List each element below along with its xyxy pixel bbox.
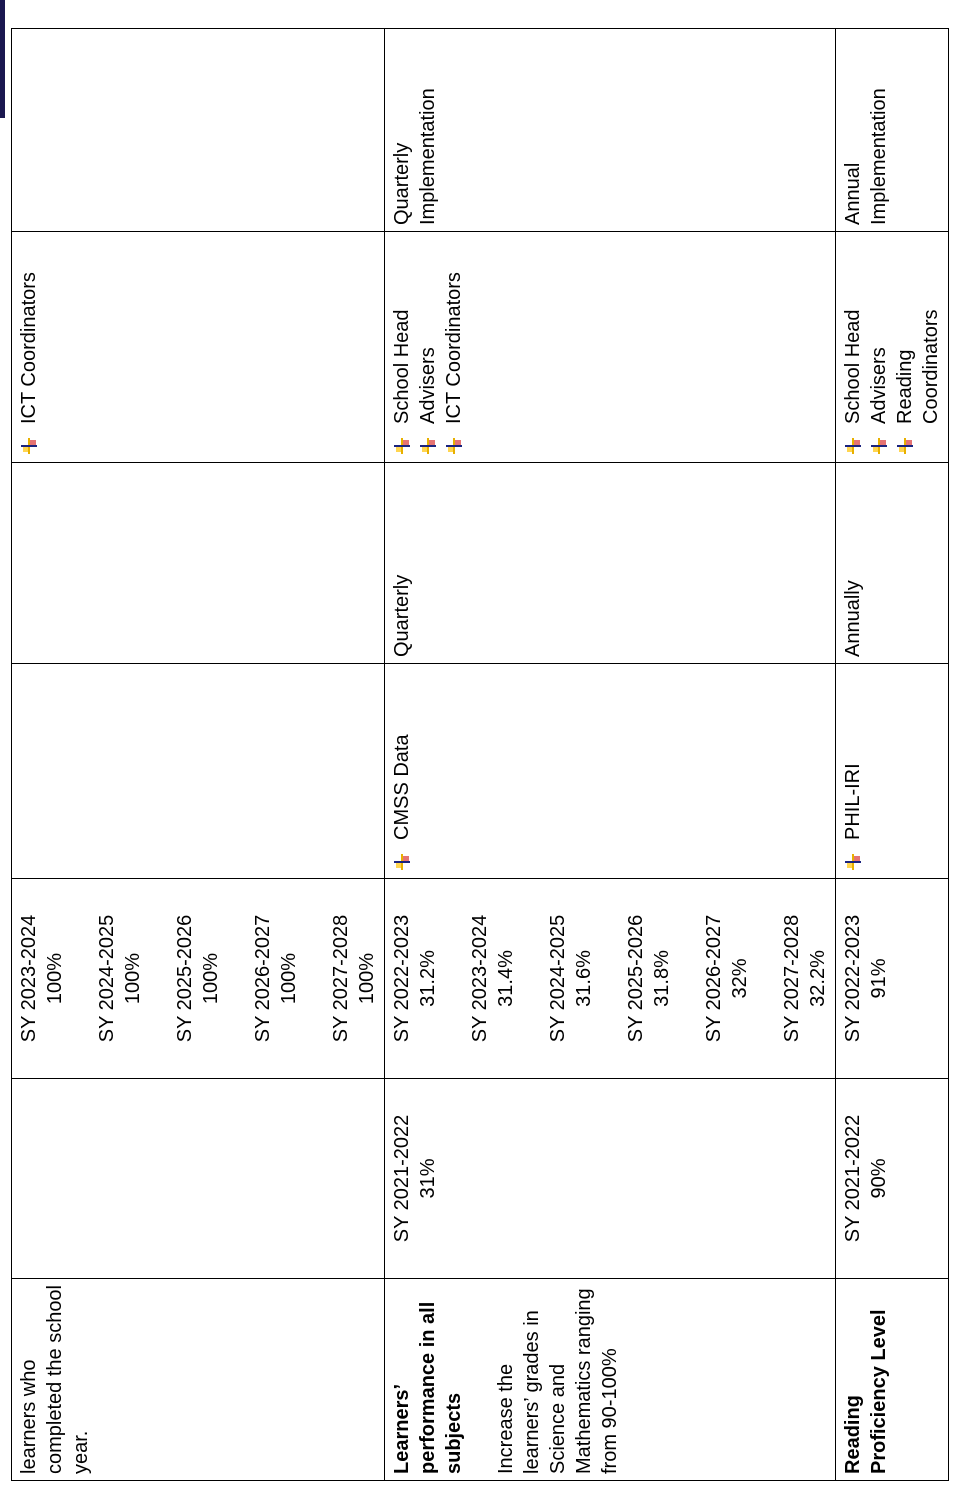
indicator-cell — [12, 1279, 385, 1481]
responsible-item — [415, 238, 441, 456]
baseline-year: SY 2021-2022 — [842, 1114, 864, 1243]
target-value: 100% — [356, 952, 378, 1005]
target-entry — [172, 885, 224, 1072]
responsible-cell — [385, 232, 836, 463]
responsible-label: Advisers — [417, 347, 439, 424]
baseline-entry — [389, 1085, 441, 1272]
targets-cell — [385, 879, 836, 1079]
responsible-label: Reading Coordinators — [894, 309, 942, 424]
means-label: CMSS Data — [391, 734, 413, 840]
means-cell — [12, 664, 385, 879]
target-entry — [467, 885, 519, 1072]
table-row — [12, 29, 385, 1481]
target-value: 91% — [868, 958, 890, 999]
means-item — [389, 670, 415, 872]
target-entry — [16, 885, 68, 1072]
frequency-label: Quarterly — [391, 574, 413, 657]
responsible-item — [866, 238, 892, 456]
means-cell — [385, 664, 836, 879]
frequency-cell — [836, 463, 949, 664]
target-entry — [545, 885, 597, 1072]
responsible-cell — [12, 232, 385, 463]
target-year: SY 2027-2028 — [330, 914, 352, 1043]
responsible-cell — [836, 232, 949, 463]
target-value: 100% — [44, 952, 66, 1005]
table-row — [836, 29, 949, 1481]
table-row — [385, 29, 836, 1481]
indicator-cell — [385, 1279, 836, 1481]
responsible-item — [16, 238, 42, 456]
target-value: 100% — [122, 952, 144, 1005]
remarks-cell — [12, 29, 385, 232]
colorful-cross-bullet-icon — [420, 438, 436, 454]
colorful-cross-bullet-icon — [21, 438, 37, 454]
colorful-cross-bullet-icon — [394, 438, 410, 454]
target-entry — [250, 885, 302, 1072]
remarks-label: Annual Implementation — [842, 88, 890, 225]
colorful-cross-bullet-icon — [394, 854, 410, 870]
target-value: 31.4% — [495, 950, 517, 1007]
target-entry — [701, 885, 753, 1072]
frequency-cell — [12, 463, 385, 664]
remarks-label: Quarterly Implementation — [391, 88, 439, 225]
target-entry — [328, 885, 380, 1072]
colorful-cross-bullet-icon — [446, 438, 462, 454]
target-entry — [389, 885, 441, 1072]
responsible-item — [389, 238, 415, 456]
target-entry — [623, 885, 675, 1072]
remarks-cell — [836, 29, 949, 232]
target-year: SY 2022-2023 — [391, 914, 413, 1043]
target-value: 31.8% — [651, 950, 673, 1007]
responsible-item — [840, 238, 866, 456]
responsible-item — [892, 238, 944, 456]
target-value: 100% — [200, 952, 222, 1005]
baseline-value: 90% — [868, 1158, 890, 1199]
remarks-cell — [385, 29, 836, 232]
target-year: SY 2023-2024 — [469, 914, 491, 1043]
colorful-cross-bullet-icon — [845, 438, 861, 454]
indicator-cell — [836, 1279, 949, 1481]
baseline-cell — [12, 1079, 385, 1279]
responsible-label: Advisers — [868, 347, 890, 424]
baseline-year: SY 2021-2022 — [391, 1114, 413, 1243]
target-year: SY 2026-2027 — [703, 914, 725, 1043]
target-year: SY 2025-2026 — [625, 914, 647, 1043]
target-year: SY 2024-2025 — [547, 914, 569, 1043]
target-value: 32% — [729, 958, 751, 999]
targets-cell — [836, 879, 949, 1079]
target-entry — [779, 885, 831, 1072]
responsible-label: ICT Coordinators — [443, 272, 465, 424]
target-entry — [94, 885, 146, 1072]
responsible-item — [441, 238, 467, 456]
indicator-description: learners who completed the school year. — [18, 1284, 92, 1474]
target-value: 31.6% — [573, 950, 595, 1007]
monitoring-table — [11, 28, 949, 1481]
target-year: SY 2025-2026 — [174, 914, 196, 1043]
means-cell — [836, 664, 949, 879]
colorful-cross-bullet-icon — [871, 438, 887, 454]
colorful-cross-bullet-icon — [845, 854, 861, 870]
target-year: SY 2026-2027 — [252, 914, 274, 1043]
indicator-title: Learners’ performance in all subjects — [391, 1301, 465, 1474]
frequency-cell — [385, 463, 836, 664]
targets-cell — [12, 879, 385, 1079]
responsible-label: School Head — [391, 309, 413, 424]
target-value: 32.2% — [807, 950, 829, 1007]
target-entry — [840, 885, 892, 1072]
indicator-description: Increase the learners’ grades in Science and Mathematics ranging from 90-100% — [495, 1288, 621, 1474]
target-year: SY 2023-2024 — [18, 914, 40, 1043]
rotated-document-page — [11, 29, 942, 1481]
indicator-title: Reading Proficiency Level — [842, 1309, 890, 1474]
target-year: SY 2024-2025 — [96, 914, 118, 1043]
responsible-label: School Head — [842, 309, 864, 424]
target-year: SY 2027-2028 — [781, 914, 803, 1043]
baseline-entry — [840, 1085, 892, 1272]
target-value: 100% — [278, 952, 300, 1005]
responsible-label: ICT Coordinators — [18, 272, 40, 424]
target-value: 31.2% — [417, 950, 439, 1007]
means-item — [840, 670, 866, 872]
means-label: PHIL-IRI — [842, 763, 864, 840]
frequency-label: Annually — [842, 580, 864, 657]
baseline-value: 31% — [417, 1158, 439, 1199]
baseline-cell — [836, 1079, 949, 1279]
colorful-cross-bullet-icon — [897, 438, 913, 454]
page-edge-marker — [0, 0, 5, 118]
target-year: SY 2022-2023 — [842, 914, 864, 1043]
baseline-cell — [385, 1079, 836, 1279]
